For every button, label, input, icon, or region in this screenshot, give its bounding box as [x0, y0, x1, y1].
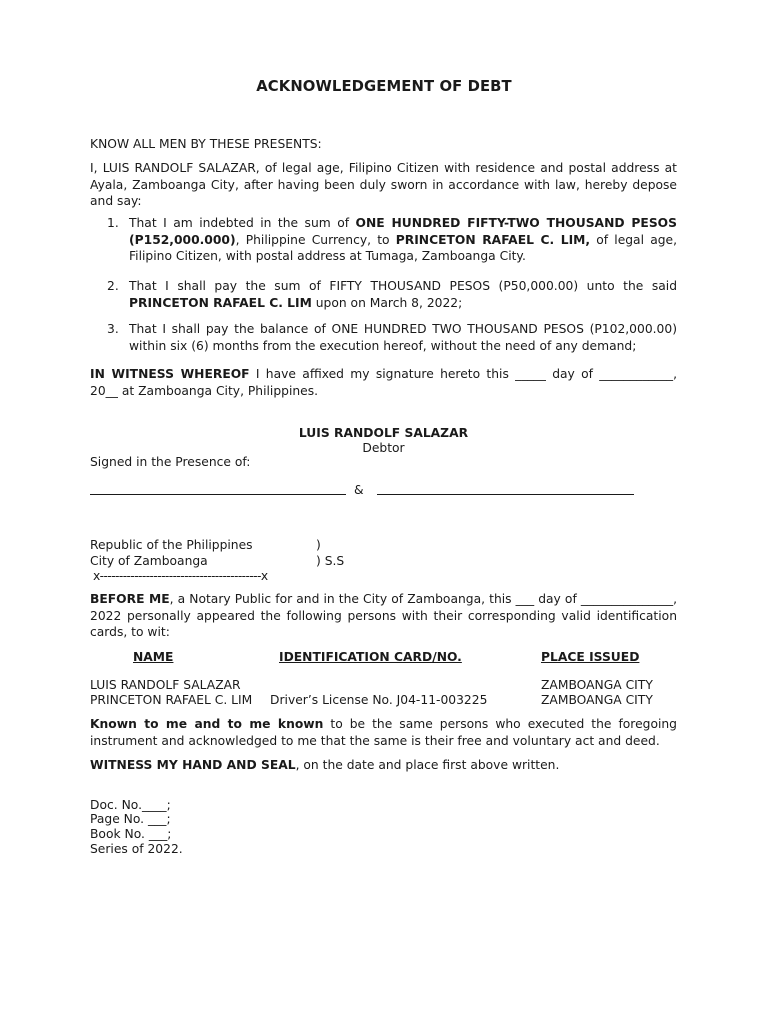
list-item-1	[107, 215, 677, 265]
id-row-2-name: PRINCETON RAFAEL C. LIM	[90, 693, 253, 707]
document-title: ACKNOWLEDGEMENT OF DEBT	[256, 78, 512, 95]
venue-city: City of Zamboanga	[90, 554, 208, 568]
list-item-3	[107, 321, 677, 354]
list-text: That I am indebted in the sum of ONE HUNDRED FIFTY-TWO THOUSAND PESOS (P152,000.000), Philippine Currency, to PRINCETON RAFAEL C. LIM, of legal age, Filipino Citizen, with postal address at Tumaga, Zamboanga City.	[129, 216, 678, 263]
signatory-role: Debtor	[362, 441, 405, 455]
venue-separator: x------------------------------------------x	[93, 569, 268, 583]
venue-paren: )	[316, 538, 321, 552]
witness-signature-line-2	[377, 494, 634, 495]
seal-paragraph: WITNESS MY HAND AND SEAL, on the date and place first above written.	[90, 758, 560, 772]
series-year: Series of 2022.	[90, 842, 183, 856]
venue-ss: ) S.S	[316, 554, 345, 568]
id-header-card: IDENTIFICATION CARD/NO.	[279, 650, 462, 664]
page-number: Page No. ___;	[90, 812, 171, 826]
id-row-2-place: ZAMBOANGA CITY	[541, 693, 653, 707]
list-number: 3.	[107, 322, 119, 336]
list-item-2	[107, 278, 677, 311]
signatory-name: LUIS RANDOLF SALAZAR	[298, 426, 469, 440]
id-row-1-name: LUIS RANDOLF SALAZAR	[90, 678, 241, 692]
list-number: 2.	[107, 279, 119, 293]
intro-paragraph: I, LUIS RANDOLF SALAZAR, of legal age, Filipino Citizen with residence and postal address at Ayala, Zamboanga City, after having been duly sworn in accordance with law, hereby depose and say:	[90, 161, 677, 208]
list-text: That I shall pay the balance of ONE HUNDRED TWO THOUSAND PESOS (P102,000.00) within six (6) months from the execution hereof, without the need of any demand;	[129, 322, 677, 353]
id-row-2-card: Driver’s License No. J04-11-003225	[270, 693, 488, 707]
list-text: That I shall pay the sum of FIFTY THOUSAND PESOS (P50,000.00) unto the said PRINCETON RAFAEL C. LIM upon on March 8, 2022;	[129, 279, 677, 310]
witness-paragraph: IN WITNESS WHEREOF I have affixed my signature hereto this _____ day of ____________, 20__ at Zamboanga City, Philippines.	[90, 367, 677, 398]
id-row-1-place: ZAMBOANGA CITY	[541, 678, 653, 692]
list-number: 1.	[107, 216, 119, 230]
id-header-place: PLACE ISSUED	[541, 650, 640, 664]
ampersand: &	[354, 483, 364, 497]
known-paragraph: Known to me and to me known to be the same persons who executed the foregoing instrument and acknowledged to me that the same is their free and voluntary act and deed.	[90, 717, 677, 748]
witness-signature-line-1	[90, 494, 346, 495]
id-header-name: NAME	[133, 650, 174, 664]
book-number: Book No. ___;	[90, 827, 172, 841]
opening-line: KNOW ALL MEN BY THESE PRESENTS:	[90, 137, 322, 151]
before-me-paragraph: BEFORE ME, a Notary Public for and in the City of Zamboanga, this ___ day of _______________, 2022 personally appeared the following persons with their corresponding valid identification cards, to wit:	[90, 592, 677, 639]
venue-country: Republic of the Philippines	[90, 538, 253, 552]
presence-label: Signed in the Presence of:	[90, 455, 251, 469]
doc-number: Doc. No.____;	[90, 798, 171, 812]
